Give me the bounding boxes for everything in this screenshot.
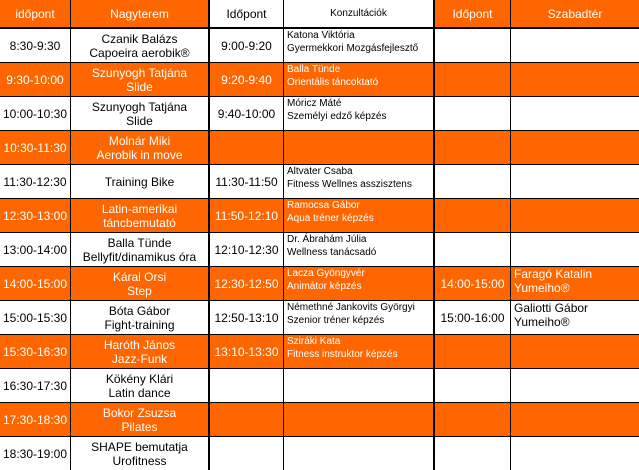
konzultacio-time-cell: 9:20-9:40 bbox=[210, 63, 283, 96]
szabadter-activity-cell bbox=[511, 97, 639, 130]
nagyterem-row bbox=[0, 437, 208, 470]
nagyterem-time-cell: 17:30-18:30 bbox=[0, 403, 70, 436]
szabadter-time-cell bbox=[435, 97, 510, 130]
konzultacio-time-cell: 11:30-11:50 bbox=[210, 165, 283, 198]
konzultacio-activity-cell bbox=[284, 131, 433, 164]
konzultacio-activity: Orientális táncoktató bbox=[287, 77, 379, 88]
konzultacio-activity: Személyi edző képzés bbox=[287, 111, 387, 122]
konzultacio-presenter: Móricz Máté bbox=[287, 98, 342, 109]
header-konzultaciok-time: Időpont bbox=[210, 0, 283, 27]
konzultacio-presenter: Balla Tünde bbox=[287, 64, 341, 75]
nagyterem-time-cell: 11:30-12:30 bbox=[0, 165, 70, 198]
szabadter-activity-cell bbox=[511, 301, 639, 334]
szabadter-activity-cell bbox=[511, 335, 639, 368]
header-szabadter-title: Szabadtér bbox=[511, 0, 639, 27]
nagyterem-row bbox=[0, 165, 208, 198]
konzultacio-activity: Szenior tréner képzés bbox=[287, 315, 385, 326]
szabadter-row bbox=[435, 29, 639, 62]
nagyterem-time-cell: 14:00-15:00 bbox=[0, 267, 70, 300]
szabadter-activity-cell bbox=[511, 131, 639, 164]
nagyterem-presenter: Czanik Balázs bbox=[101, 31, 178, 46]
szabadter-row bbox=[435, 301, 639, 334]
konzultacio-presenter: Némethné Jankovits Györgyi bbox=[287, 302, 415, 313]
konzultacio-presenter: Lacza Gyöngyvér bbox=[287, 268, 365, 279]
konzultacio-time-cell: 12:50-13:10 bbox=[210, 301, 283, 334]
konzultacio-activity-cell bbox=[284, 301, 433, 334]
szabadter-activity-cell bbox=[511, 199, 639, 232]
szabadter-time-cell bbox=[435, 63, 510, 96]
nagyterem-activity-cell bbox=[71, 437, 208, 470]
konzultacio-activity-cell bbox=[284, 437, 433, 470]
nagyterem-row bbox=[0, 335, 208, 368]
konzultacio-row bbox=[210, 369, 433, 402]
konzultacio-activity-cell bbox=[284, 165, 433, 198]
konzultacio-activity-cell bbox=[284, 335, 433, 368]
szabadter-row bbox=[435, 335, 639, 368]
szabadter-time-cell: 15:00-16:00 bbox=[435, 301, 510, 334]
nagyterem-presenter: Latin-amerikai bbox=[101, 201, 178, 216]
konzultacio-time-cell bbox=[210, 403, 283, 436]
nagyterem-time-cell: 15:30-16:30 bbox=[0, 335, 70, 368]
header-konzultaciok-title: Konzultációk bbox=[284, 0, 433, 27]
header-nagyterem-time: időpont bbox=[0, 0, 70, 27]
nagyterem-activity: Fight-training bbox=[104, 317, 175, 332]
konzultacio-row bbox=[210, 199, 433, 232]
nagyterem-presenter: Balla Tünde bbox=[107, 235, 172, 250]
nagyterem-presenter: Training Bike bbox=[104, 174, 175, 189]
nagyterem-row bbox=[0, 131, 208, 164]
konzultacio-row bbox=[210, 403, 433, 436]
nagyterem-row bbox=[0, 369, 208, 402]
nagyterem-presenter: Szunyogh Tatjána bbox=[91, 99, 188, 114]
nagyterem-time-cell: 15:00-15:30 bbox=[0, 301, 70, 334]
nagyterem-activity: Latin dance bbox=[108, 385, 171, 400]
nagyterem-time-cell: 16:30-17:30 bbox=[0, 369, 70, 402]
nagyterem-activity: Urofitness bbox=[112, 453, 167, 468]
header-konzultaciok bbox=[210, 0, 433, 27]
konzultacio-activity-cell bbox=[284, 63, 433, 96]
konzultacio-row bbox=[210, 335, 433, 368]
szabadter-time-cell: 14:00-15:00 bbox=[435, 267, 510, 300]
konzultacio-activity: Fitness instruktor képzés bbox=[287, 349, 398, 360]
szabadter-activity-cell bbox=[511, 63, 639, 96]
nagyterem-activity-cell bbox=[71, 199, 208, 232]
konzultacio-presenter: Dr. Ábrahám Júlia bbox=[287, 234, 367, 245]
nagyterem-presenter: Bóta Gábor bbox=[108, 303, 171, 318]
konzultacio-row bbox=[210, 131, 433, 164]
nagyterem-activity-cell bbox=[71, 97, 208, 130]
szabadter-row bbox=[435, 131, 639, 164]
szabadter-row bbox=[435, 199, 639, 232]
nagyterem-activity-cell bbox=[71, 335, 208, 368]
konzultacio-activity-cell bbox=[284, 233, 433, 266]
szabadter-activity-cell bbox=[511, 369, 639, 402]
szabadter-time-cell bbox=[435, 369, 510, 402]
szabadter-presenter: Faragó Katalin bbox=[514, 267, 593, 281]
szabadter-time-cell bbox=[435, 437, 510, 470]
nagyterem-activity: Pilates bbox=[121, 419, 158, 434]
nagyterem-row bbox=[0, 267, 208, 300]
konzultacio-row bbox=[210, 437, 433, 470]
konzultacio-time-cell: 12:10-12:30 bbox=[210, 233, 283, 266]
header-nagyterem bbox=[0, 0, 208, 27]
nagyterem-activity: Capoeira aerobik® bbox=[89, 45, 190, 60]
konzultacio-activity-cell bbox=[284, 199, 433, 232]
konzultacio-activity-cell bbox=[284, 97, 433, 130]
nagyterem-row bbox=[0, 301, 208, 334]
nagyterem-activity: táncbemutató bbox=[103, 215, 176, 230]
nagyterem-row bbox=[0, 97, 208, 130]
nagyterem-row bbox=[0, 29, 208, 62]
szabadter-time-cell bbox=[435, 403, 510, 436]
nagyterem-activity-cell bbox=[71, 63, 208, 96]
header-nagyterem-title: Nagyterem bbox=[71, 0, 208, 27]
nagyterem-time-cell: 12:30-13:00 bbox=[0, 199, 70, 232]
nagyterem-activity: Jazz-Funk bbox=[111, 351, 168, 366]
konzultacio-presenter: Katona Viktória bbox=[287, 30, 355, 41]
konzultacio-time-cell: 12:30-12:50 bbox=[210, 267, 283, 300]
konzultacio-row bbox=[210, 165, 433, 198]
konzultacio-presenter: Ramocsa Gábor bbox=[287, 200, 360, 211]
nagyterem-presenter: Kökény Klári bbox=[105, 371, 174, 386]
szabadter-row bbox=[435, 165, 639, 198]
szabadter-activity-cell bbox=[511, 267, 639, 300]
konzultacio-activity-cell bbox=[284, 403, 433, 436]
nagyterem-activity: Bellyfit/dinamikus óra bbox=[82, 249, 197, 264]
nagyterem-activity-cell bbox=[71, 403, 208, 436]
nagyterem-row bbox=[0, 199, 208, 232]
konzultacio-activity: Aqua tréner képzés bbox=[287, 213, 374, 224]
nagyterem-presenter: Haróth János bbox=[103, 337, 176, 352]
szabadter-row bbox=[435, 369, 639, 402]
nagyterem-activity-cell bbox=[71, 301, 208, 334]
szabadter-time-cell bbox=[435, 131, 510, 164]
konzultacio-activity: Wellness tanácsadó bbox=[287, 247, 377, 258]
nagyterem-activity-cell bbox=[71, 369, 208, 402]
konzultacio-time-cell: 11:50-12:10 bbox=[210, 199, 283, 232]
szabadter-activity-cell bbox=[511, 437, 639, 470]
szabadter-row bbox=[435, 403, 639, 436]
szabadter-activity-cell bbox=[511, 403, 639, 436]
konzultacio-row bbox=[210, 301, 433, 334]
konzultacio-row bbox=[210, 63, 433, 96]
konzultacio-time-cell bbox=[210, 437, 283, 470]
nagyterem-row bbox=[0, 63, 208, 96]
konzultacio-activity: Fitness Wellnes asszisztens bbox=[287, 179, 412, 190]
nagyterem-presenter: Molnár Miki bbox=[108, 133, 171, 148]
header-szabadter bbox=[435, 0, 639, 27]
nagyterem-activity: Slide bbox=[126, 79, 153, 94]
nagyterem-row bbox=[0, 403, 208, 436]
nagyterem-activity-cell bbox=[71, 267, 208, 300]
nagyterem-activity: Slide bbox=[126, 113, 153, 128]
nagyterem-time-cell: 9:30-10:00 bbox=[0, 63, 70, 96]
szabadter-activity-cell bbox=[511, 29, 639, 62]
nagyterem-activity-cell bbox=[71, 165, 208, 198]
nagyterem-row bbox=[0, 233, 208, 266]
konzultacio-row bbox=[210, 233, 433, 266]
szabadter-time-cell bbox=[435, 29, 510, 62]
konzultacio-time-cell: 9:00-9:20 bbox=[210, 29, 283, 62]
szabadter-row bbox=[435, 267, 639, 300]
konzultacio-time-cell: 13:10-13:30 bbox=[210, 335, 283, 368]
konzultacio-row bbox=[210, 97, 433, 130]
szabadter-activity-cell bbox=[511, 233, 639, 266]
szabadter-activity: Yumeiho® bbox=[514, 281, 570, 295]
konzultacio-presenter: Altvater Csaba bbox=[287, 166, 353, 177]
szabadter-row bbox=[435, 97, 639, 130]
szabadter-time-cell bbox=[435, 165, 510, 198]
konzultacio-activity-cell bbox=[284, 29, 433, 62]
nagyterem-time-cell: 10:00-10:30 bbox=[0, 97, 70, 130]
nagyterem-activity-cell bbox=[71, 29, 208, 62]
szabadter-time-cell bbox=[435, 233, 510, 266]
szabadter-row bbox=[435, 437, 639, 470]
nagyterem-activity-cell bbox=[71, 131, 208, 164]
konzultacio-time-cell: 9:40-10:00 bbox=[210, 97, 283, 130]
konzultacio-activity-cell bbox=[284, 369, 433, 402]
szabadter-activity: Yumeiho® bbox=[514, 315, 570, 329]
szabadter-time-cell bbox=[435, 199, 510, 232]
konzultacio-row bbox=[210, 29, 433, 62]
szabadter-row bbox=[435, 63, 639, 96]
konzultacio-row bbox=[210, 267, 433, 300]
konzultacio-activity: Gyermekkori Mozgásfejlesztő bbox=[287, 43, 419, 54]
szabadter-activity-cell bbox=[511, 165, 639, 198]
nagyterem-time-cell: 18:30-19:00 bbox=[0, 437, 70, 470]
nagyterem-presenter: Kárai Orsi bbox=[112, 269, 167, 284]
konzultacio-time-cell bbox=[210, 131, 283, 164]
header-szabadter-time: Időpont bbox=[435, 0, 510, 27]
szabadter-row bbox=[435, 233, 639, 266]
nagyterem-time-cell: 10:30-11:30 bbox=[0, 131, 70, 164]
nagyterem-time-cell: 8:30-9:30 bbox=[0, 29, 70, 62]
nagyterem-presenter: SHAPE bemutatja bbox=[91, 439, 188, 454]
nagyterem-activity-cell bbox=[71, 233, 208, 266]
konzultacio-presenter: Sziráki Kata bbox=[287, 336, 341, 347]
nagyterem-presenter: Szunyogh Tatjána bbox=[91, 65, 188, 80]
szabadter-time-cell bbox=[435, 335, 510, 368]
konzultacio-activity-cell bbox=[284, 267, 433, 300]
nagyterem-presenter: Bokor Zsuzsa bbox=[102, 405, 177, 420]
konzultacio-time-cell bbox=[210, 369, 283, 402]
nagyterem-activity: Step bbox=[127, 283, 152, 298]
nagyterem-time-cell: 13:00-14:00 bbox=[0, 233, 70, 266]
nagyterem-activity: Aerobik in move bbox=[96, 147, 183, 162]
konzultacio-activity: Animátor képzés bbox=[287, 281, 362, 292]
szabadter-presenter: Galiotti Gábor bbox=[514, 301, 589, 315]
